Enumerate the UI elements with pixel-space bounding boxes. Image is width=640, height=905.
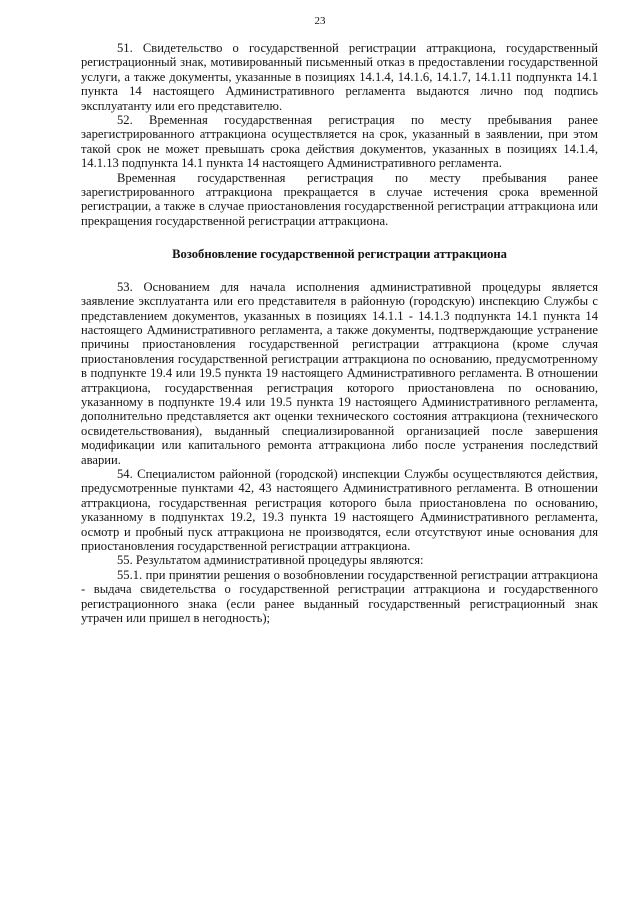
paragraph-temporary-registration: Временная государственная регистрация по месту пребывания ранее зарегистрированного аттракциона прекращается в случае истечения срока временной регистрации, а также в случае приостановления государственной регистрации аттракциона или прекращения государственной регистрации аттракциона. <box>81 170 598 228</box>
paragraph-54: 54. Специалистом районной (городской) инспекции Службы осуществляются действия, предусмотренные пунктами 42, 43 настоящего Административного регламента. В отношении аттракциона, государственная регистрация которого была приостановлена по основанию, указанному в подпунктах 19.2, 19.3 пункта 19 настоящего Административного регламента, осмотр и пробный пуск аттракциона не производятся, если отсутствуют иные основания для приостановления государственной регистрации аттракциона. <box>81 466 598 553</box>
paragraph-55: 55. Результатом административной процедуры являются: <box>117 553 424 568</box>
document-body <box>81 41 598 625</box>
paragraph-51: 51. Свидетельство о государственной регистрации аттракциона, государственный регистрационный знак, мотивированный письменный отказ в предоставлении государственной услуги, а также документы, указанные в позициях 14.1.4, 14.1.6, 14.1.7, 14.1.11 подпункта 14.1 пункта 14 настоящего Административного регламента выдаются лично под подпись эксплуатанту или его представителю. <box>81 41 598 113</box>
section-heading: Возобновление государственной регистрации аттракциона <box>172 247 507 262</box>
page-number: 23 <box>314 15 326 27</box>
paragraph-52: 52. Временная государственная регистрация по месту пребывания ранее зарегистрированного аттракциона осуществляется на срок, указанный в заявлении, при этом такой срок не может превышать срока действия документов, указанных в позициях 14.1.4, 14.1.13 подпункта 14.1 пункта 14 настоящего Административного регламента. <box>81 113 598 171</box>
paragraph-55-1: 55.1. при принятии решения о возобновлении государственной регистрации аттракциона - выдача свидетельства о государственной регистрации аттракциона и государственного регистрационного знака (если ранее выданный государственный регистрационный знак утрачен или пришел в негодность); <box>81 567 598 626</box>
paragraph-53: 53. Основанием для начала исполнения административной процедуры является заявление эксплуатанта или его представителя в районную (городскую) инспекцию Службы с представлением документов, указанных в позициях 14.1.1 - 14.1.3 подпункта 14.1 пункта 14 настоящего Административного регламента, а также документы, подтверждающие устранение причины приостановления государственной регистрации аттракциона (кроме случая приостановления государственной регистрации аттракциона по основанию, предусмотренному в подпункте 19.4 или 19.5 пункта 19 настоящего Административного регламента. В отношении аттракциона, государственная регистрация которого приостановлена по основанию, указанному в подпункте 19.4 или 19.5 пункта 19 настоящего Административного регламента, дополнительно представляется акт оценки технического состояния аттракциона (технического освидетельствования), выданный специализированной организацией после завершения модификации или капитального ремонта аттракциона либо после устранения последствий аварии. <box>81 279 598 467</box>
